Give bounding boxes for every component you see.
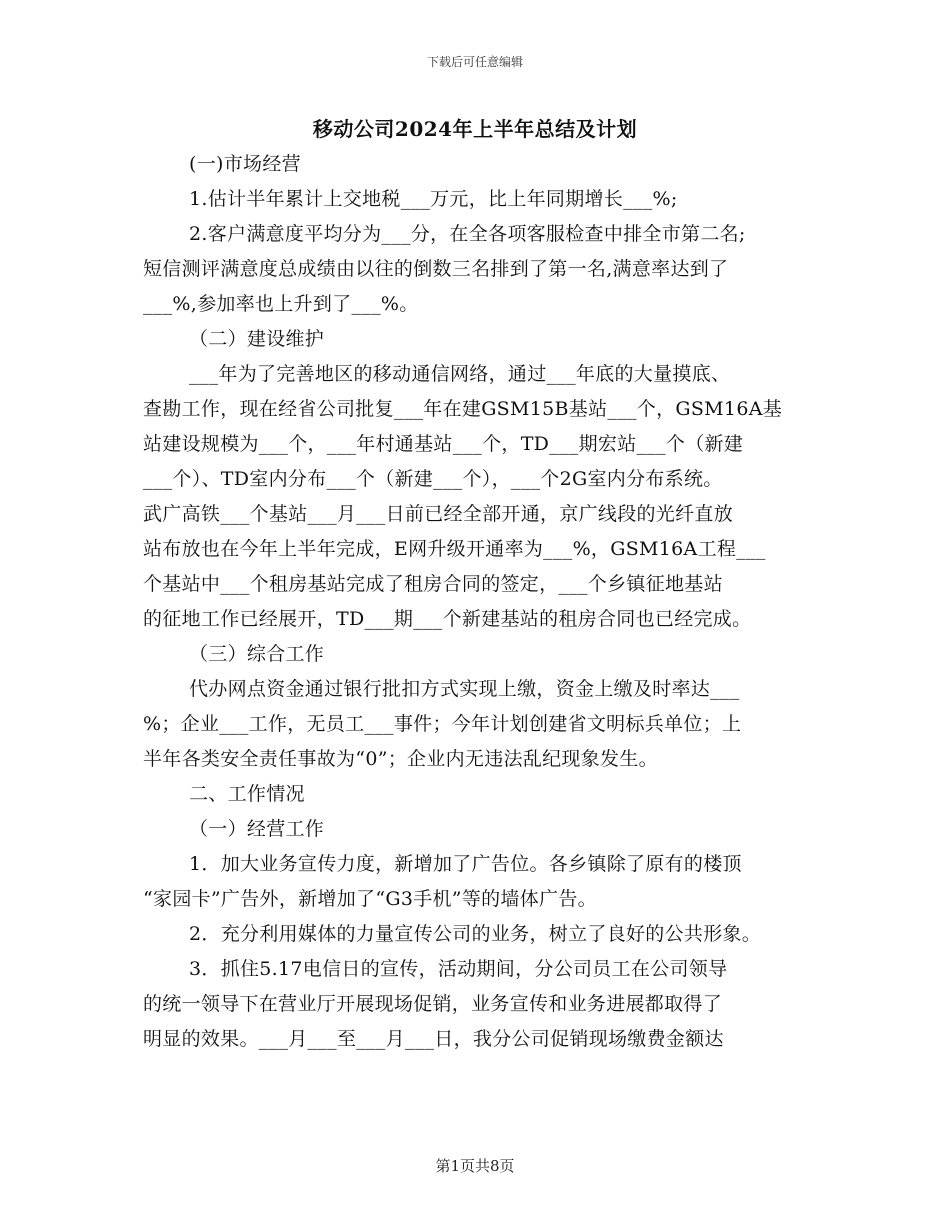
text-line: ___年为了完善地区的移动通信网络，通过___年底的大量摸底、 [189, 363, 731, 385]
text-line: 的征地工作已经展开，TD___期___个新建基站的租房合同也已经完成。 [143, 608, 752, 630]
page-header: 下载后可任意编辑 [426, 55, 523, 69]
text-line: 站建设规模为___个，___年村通基站___个，TD___期宏站___个（新建 [143, 433, 744, 455]
text-line: 1．加大业务宣传力度，新增加了广告位。各乡镇除了原有的楼顶 [189, 853, 742, 875]
text-line: 查勘工作，现在经省公司批复___年在建GSM15B基站___个，GSM16A基 [143, 398, 783, 420]
page-footer: 第1页共8页 [435, 1157, 515, 1175]
text-line: （二）建设维护 [189, 328, 325, 350]
text-line: （一）经营工作 [189, 818, 325, 840]
text-line: 短信测评满意度总成绩由以往的倒数三名排到了第一名,满意率达到了 [143, 258, 729, 280]
text-line: 半年各类安全责任事故为“0”；企业内无违法乱纪现象发生。 [143, 748, 658, 770]
document-body [143, 147, 823, 1057]
text-line: 个基站中___个租房基站完成了租房合同的签定，___个乡镇征地基站 [143, 573, 723, 595]
text-line: %；企业___工作，无员工___事件；今年计划创建省文明标兵单位；上 [143, 713, 742, 735]
text-line: 的统一领导下在营业厅开展现场促销，业务宣传和业务进展都取得了 [143, 993, 723, 1015]
text-line: 3．抓住5.17电信日的宣传，活动期间，分公司员工在公司领导 [189, 958, 728, 980]
text-line: 2.客户满意度平均分为___分，在全各项客服检查中排全市第二名; [189, 223, 746, 245]
text-line: 1.估计半年累计上交地税___万元，比上年同期增长___%; [189, 188, 678, 210]
text-line: ___个）、TD室内分布___个（新建___个），___个2G室内分布系统。 [143, 468, 723, 490]
text-line: 代办网点资金通过银行批扣方式实现上缴，资金上缴及时率达___ [189, 678, 740, 700]
text-line: 明显的效果。___月___至___月___日，我分公司促销现场缴费金额达 [143, 1028, 724, 1050]
text-line: 二、工作情况 [189, 783, 305, 805]
document-title: 移动公司2024年上半年总结及计划 [312, 117, 638, 141]
text-line: （三）综合工作 [189, 643, 325, 665]
text-line: 站布放也在今年上半年完成，E网升级开通率为___%，GSM16A工程___ [143, 538, 766, 560]
text-line: 2．充分利用媒体的力量宣传公司的业务，树立了良好的公共形象。 [189, 923, 762, 945]
text-line: 武广高铁___个基站___月___日前已经全部开通，京广线段的光纤直放 [143, 503, 734, 525]
text-line: ___%,参加率也上升到了___%。 [143, 293, 419, 315]
text-line: (一)市场经营 [189, 153, 301, 175]
text-line: “家园卡”广告外，新增加了“G3手机”等的墙体广告。 [143, 888, 597, 910]
